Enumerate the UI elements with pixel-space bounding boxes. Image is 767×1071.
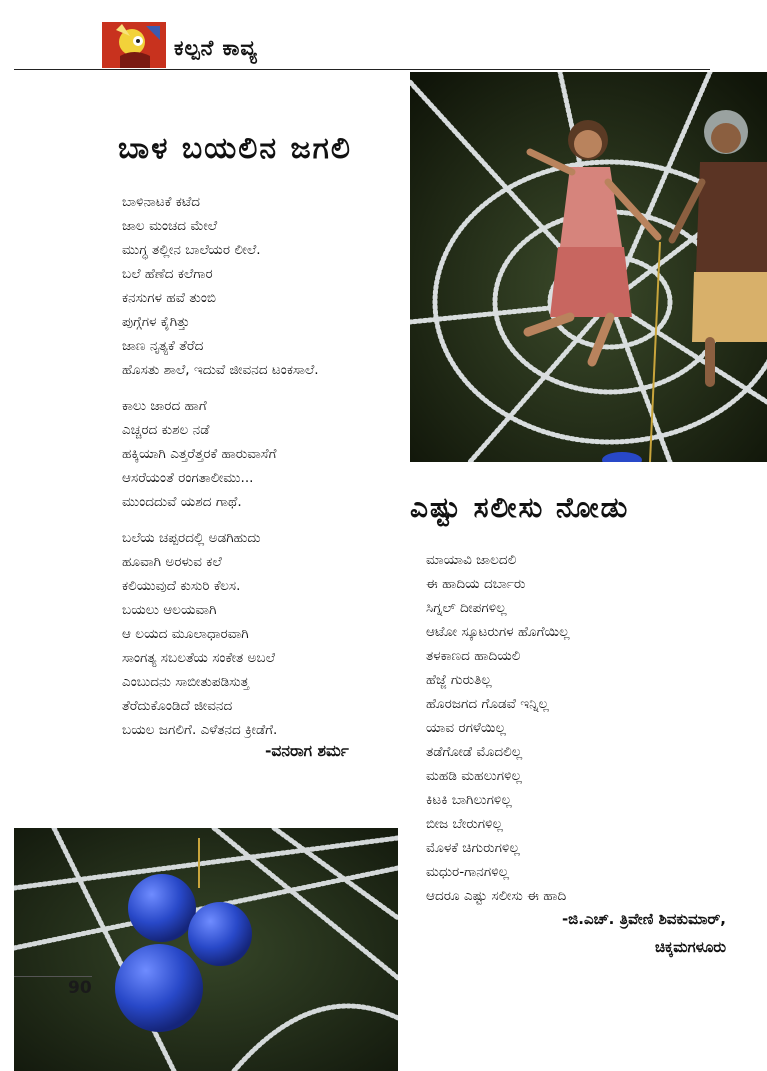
poem1-stanza [122, 526, 402, 742]
section-title: ಕಲ್ಪನೆ ಕಾವ್ಯ [174, 36, 258, 60]
poem2-title: ಎಷ್ಟು ಸಲೀಸು ನೋಡು [410, 491, 630, 524]
poem-line: ಆಟೋ ಸ್ಕೂಟರುಗಳ ಹೊಗೆಯಿಲ್ಲ [426, 624, 570, 640]
poem-line: ಬಯಲ ಜಗಲಿಗೆ. ಎಳೆತನದ ಕ್ರೀಡೆಗೆ. [122, 722, 278, 738]
poem-line: ಹಕ್ಕಿಯಾಗಿ ಎತ್ತರೆತ್ತರಕೆ ಹಾರುವಾಸೆಗೆ [122, 446, 277, 462]
header-divider [14, 69, 710, 70]
poem1-body [122, 190, 402, 754]
poem-line: ಕಾಲು ಜಾರದ ಹಾಗೆ [122, 398, 207, 414]
poem-line: ಮಧುರ-ಗಾನಗಳಿಲ್ಲ [426, 864, 510, 880]
poem1-stanza [122, 190, 402, 382]
poem-line: ಕಲಿಯುವುದೆ ಕುಸುರಿ ಕೆಲಸ. [122, 578, 241, 594]
poem-line: ಈ ಹಾದಿಯ ದರ್ಬಾರು [426, 576, 526, 592]
poem-line: ಎಂಬುದನು ಸಾಬೀತುಪಡಿಸುತ್ತ [122, 674, 250, 690]
page-number: 90 [68, 978, 92, 998]
poem-line: ಬಲೆಯ ಚಪ್ಪರದಲ್ಲಿ ಅಡಗಿಹುದು [122, 530, 261, 546]
poem-line: ಹೊಸತು ಶಾಲೆ, ಇದುವೆ ಜೀವನದ ಟಂಕಸಾಲೆ. [122, 362, 319, 378]
poem2-author [458, 905, 726, 961]
poem-line: ಹೂವಾಗಿ ಅರಳುವ ಕಲೆ [122, 554, 222, 570]
poem-line: ಪುಗ್ಗೆಗಳ ಕೈಗಿತ್ತು [122, 314, 190, 330]
poem-line: ತಡೆಗೋಡೆ ಮೊದಲಿಲ್ಲ [426, 744, 523, 760]
poem-line: ಜಾಣ ನೃತ್ಯಕೆ ತೆರೆದ [122, 338, 204, 354]
poem-line: ಹೆಜ್ಜೆ ಗುರುತಿಲ್ಲ [426, 672, 492, 688]
poem-line: ಬಾಳಿನಾಟಕೆ ಕಟೆದ [122, 194, 201, 210]
poem-line: ಕಿಟಕಿ ಬಾಗಿಲುಗಳಿಲ್ಲ [426, 792, 512, 808]
poem-line: ತೆರೆದುಕೊಂಡಿದೆ ಜೀವನದ [122, 698, 233, 714]
poem-line: ಬಲೆ ಹೆಣೆದ ಕಲೆಗಾರ [122, 266, 213, 282]
girls-on-web-photo [410, 72, 767, 462]
poem-line: ಸಾಂಗತ್ಯ ಸಬಲತೆಯ ಸಂಕೇತ ಅಬಲೆ [122, 650, 276, 666]
poem-line: ಯಾವ ರಗಳೆಯಿಲ್ಲ [426, 720, 506, 736]
poem-line: ಆ ಲಯದ ಮೂಲಾಧಾರವಾಗಿ [122, 626, 249, 642]
poem1-author: -ವನರಾಗ ಶರ್ಮ [265, 742, 349, 760]
poem2-author-name: -ಜಿ.ಎಚ್. ತ್ರಿವೇಣಿ ಶಿವಕುಮಾರ್, [561, 910, 726, 928]
poem1-title: ಬಾಳ ಬಯಲಿನ ಜಗಲಿ [118, 131, 352, 166]
poem-line: ಬೀಜ ಬೇರುಗಳಿಲ್ಲ [426, 816, 503, 832]
poem-line: ಮಾಯಾವಿ ಜಾಲದಲಿ [426, 552, 517, 568]
poem-line: ಸಿಗ್ನಲ್ ದೀಪಗಳಿಲ್ಲ [426, 600, 507, 616]
poem-line: ಆದರೂ ಎಷ್ಟು ಸಲೀಸು ಈ ಹಾದಿ [426, 888, 567, 904]
poem-line: ಮುಂದದುವೆ ಯಶದ ಗಾಥೆ. [122, 494, 242, 510]
poem-line: ಮೊಳಕೆ ಚಿಗುರುಗಳಿಲ್ಲ [426, 840, 520, 856]
poem-line: ಎಚ್ಚರದ ಕುಶಲ ನಡೆ [122, 422, 210, 438]
magazine-logo [102, 22, 166, 68]
poem2-body [426, 548, 726, 908]
poem1-stanza [122, 394, 402, 514]
poem-line: ಆಸರೆಯಂತೆ ರಂಗತಾಲೀಮು... [122, 470, 254, 486]
poem-line: ತಳಕಾಣದ ಹಾದಿಯಲಿ [426, 648, 521, 664]
poem-line: ಜಾಲ ಮಂಚದ ಮೇಲೆ [122, 218, 218, 234]
poem-line: ಮುಗ್ಧ ತಲ್ಲೀನ ಬಾಲೆಯರ ಲೀಲೆ. [122, 242, 261, 258]
page-number-divider [14, 976, 92, 977]
balloons-on-web-photo [14, 828, 398, 1071]
poem-line: ಮಹಡಿ ಮಹಲುಗಳಿಲ್ಲ [426, 768, 522, 784]
poem-line: ಕನಸುಗಳ ಹವೆ ತುಂಬಿ [122, 290, 216, 306]
poem-line: ಬಯಲು ಆಲಯವಾಗಿ [122, 602, 217, 618]
poem2-author-place: ಚಿಕ್ಕಮಗಳೂರು [654, 938, 726, 956]
poem-line: ಹೊರಜಗದ ಗೊಡವೆ ಇನ್ನಿಲ್ಲ [426, 696, 549, 712]
